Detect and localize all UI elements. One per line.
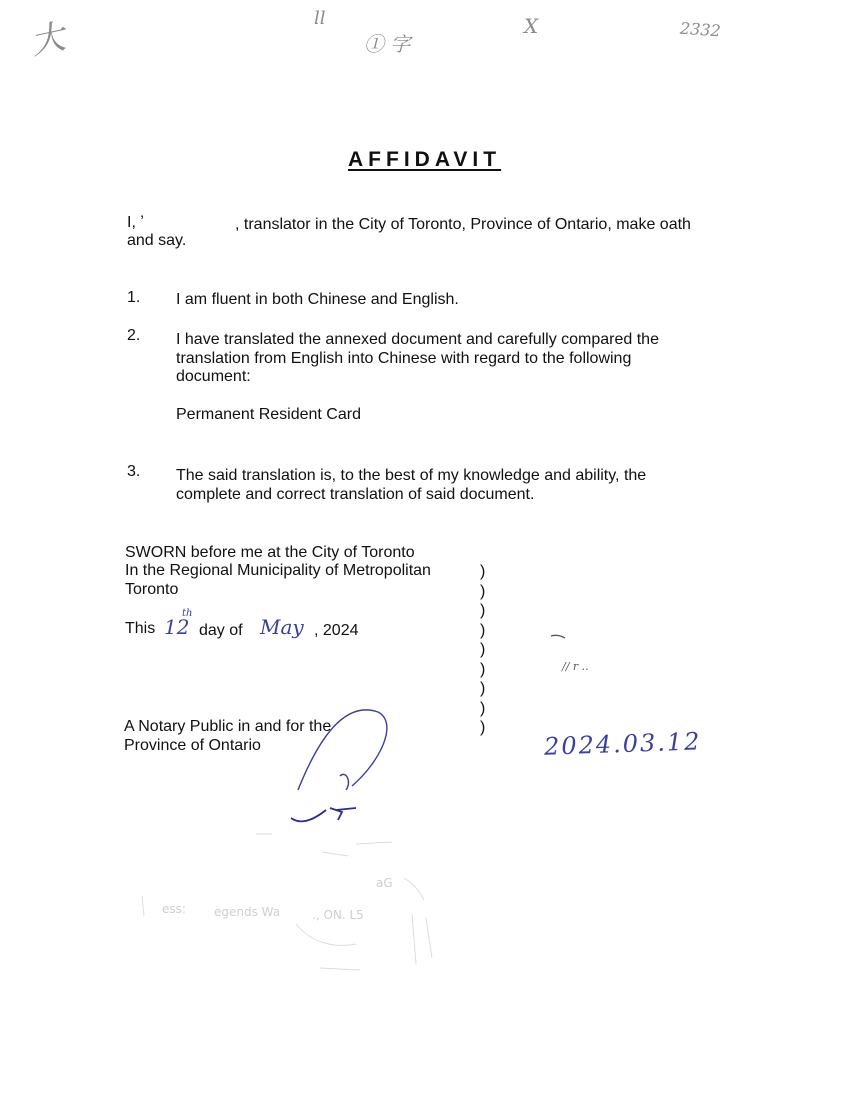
sworn-line-2: In the Regional Municipality of Metropolitan xyxy=(125,562,431,579)
item-1-text: I am fluent in both Chinese and English. xyxy=(176,291,459,308)
intro-prefix: I, ʼ xyxy=(127,214,144,231)
item-number: 3. xyxy=(127,463,141,480)
pencil-mark-top-right: 2332 xyxy=(679,18,722,41)
notary-signature-flourish-icon xyxy=(340,774,348,790)
notary-signature-stroke-icon xyxy=(291,808,356,821)
pencil-mark-top-mid-2: ① 字 xyxy=(364,32,411,56)
item-2-line-2: translation from English into Chinese with regard to the following xyxy=(176,350,632,367)
notary-signature-icon xyxy=(298,710,387,790)
document-name: Permanent Resident Card xyxy=(176,406,361,423)
intro-line-1: , translator in the City of Toronto, Province of Ontario, make oath xyxy=(235,216,691,233)
item-3-line-2: complete and correct translation of said document. xyxy=(176,486,535,503)
item-2-line-3: document: xyxy=(176,368,251,385)
stamp-city: ., ON. L5 xyxy=(312,908,364,922)
notary-line-1: A Notary Public in and for the xyxy=(124,718,332,735)
stamp-fragment: aG xyxy=(376,876,393,890)
item-3-line-1: The said translation is, to the best of my knowledge and ability, the xyxy=(176,467,647,484)
document-title: AFFIDAVIT xyxy=(348,148,502,171)
sworn-year: , 2024 xyxy=(314,622,359,639)
item-number: 2. xyxy=(127,327,141,344)
signature-marks: // r .. xyxy=(562,660,589,673)
item-number: 1. xyxy=(127,289,141,306)
pen-dash-mark xyxy=(551,635,565,638)
pencil-mark-top-left: 大 xyxy=(26,16,69,64)
notary-line-2: Province of Ontario xyxy=(124,737,261,754)
sworn-line-3: Toronto xyxy=(125,581,179,598)
pencil-mark-x: X xyxy=(524,14,539,38)
stamp-address-label: ess: xyxy=(162,902,186,916)
intro-line-2: and say. xyxy=(127,232,187,249)
sworn-month-handwritten: May xyxy=(260,615,304,639)
pencil-mark-top-mid-1: ll xyxy=(314,8,326,29)
sworn-day-suffix: th xyxy=(182,608,193,619)
sworn-this: This xyxy=(125,620,156,637)
bracket-column: ) ) ) ) ) ) ) ) ) xyxy=(480,563,486,736)
signature-date: 2024.03.12 xyxy=(543,727,702,761)
sworn-line-1: SWORN before me at the City of Toronto xyxy=(125,544,415,561)
item-2-line-1: I have translated the annexed document and carefully compared the xyxy=(176,331,659,348)
sworn-day-of: day of xyxy=(199,622,243,639)
faded-stamp-icon xyxy=(142,834,432,970)
sworn-day-handwritten: 12 xyxy=(164,615,190,639)
stamp-address-value: egends Wa xyxy=(214,905,281,919)
